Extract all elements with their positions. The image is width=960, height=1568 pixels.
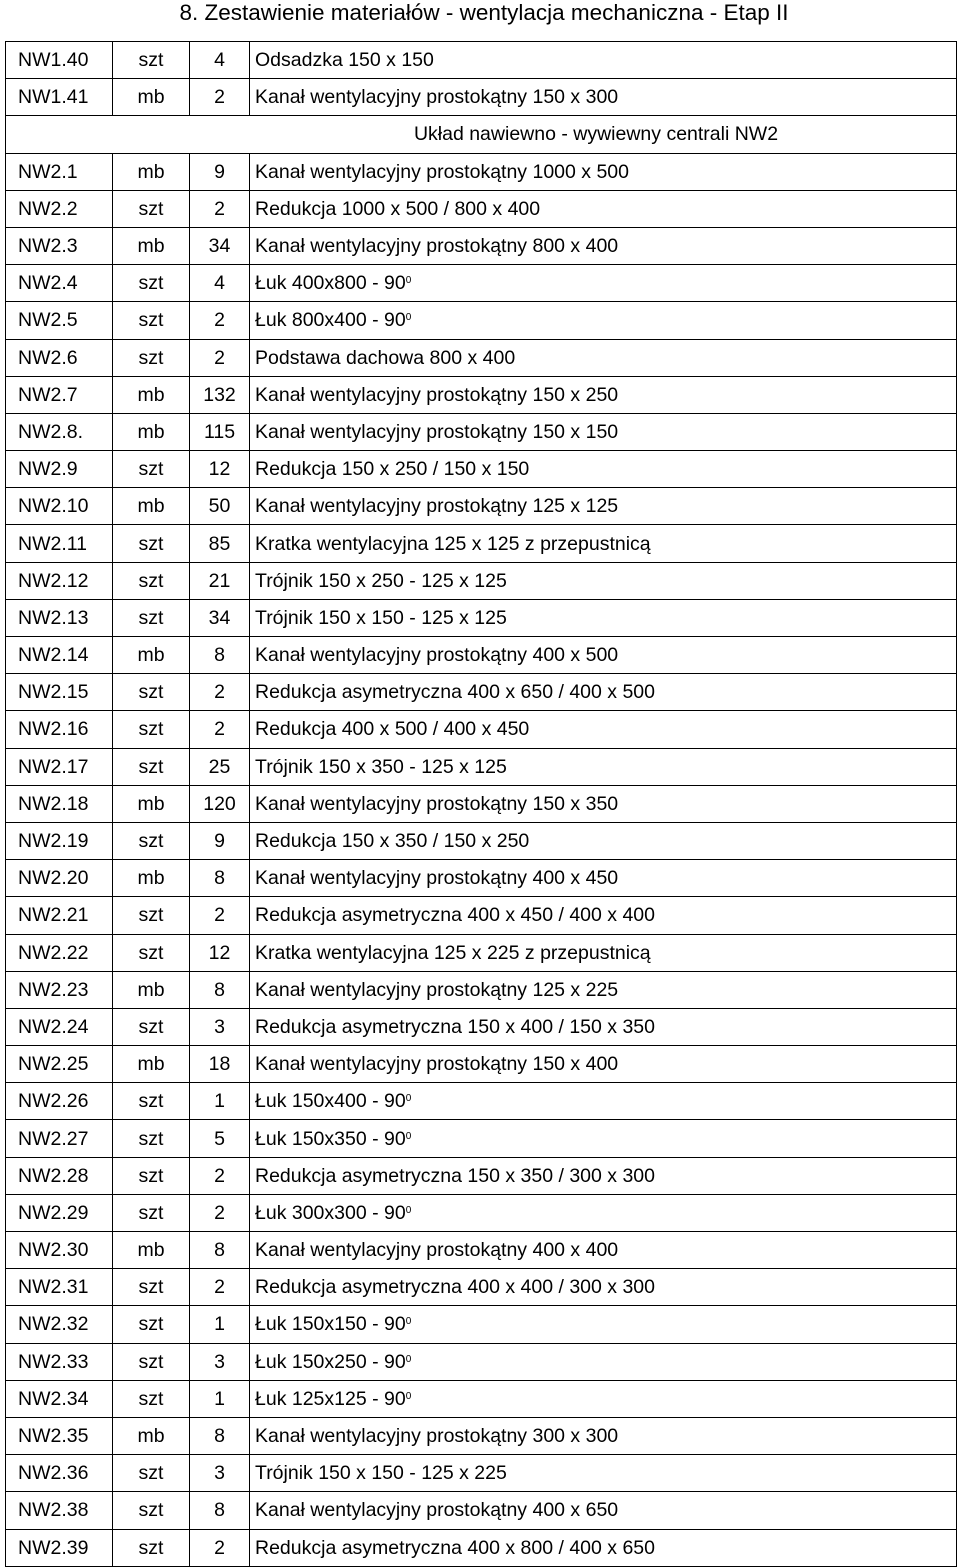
unit-cell: szt xyxy=(113,42,190,79)
description-cell xyxy=(250,637,957,674)
table-row xyxy=(6,971,957,1008)
table-row xyxy=(6,227,957,264)
item-code-cell: NW2.38 xyxy=(6,1492,113,1529)
quantity-cell: 2 xyxy=(190,339,250,376)
description-text: Redukcja asymetryczna 150 x 350 / 300 x 300 xyxy=(255,1164,655,1187)
unit-cell: mb xyxy=(113,860,190,897)
quantity-cell: 4 xyxy=(190,42,250,79)
description-cell xyxy=(250,1529,957,1566)
table-row xyxy=(6,637,957,674)
quantity-cell: 3 xyxy=(190,1343,250,1380)
quantity-cell: 85 xyxy=(190,525,250,562)
unit-cell: mb xyxy=(113,785,190,822)
table-row xyxy=(6,1343,957,1380)
table-row xyxy=(6,785,957,822)
materials-table-body xyxy=(6,42,957,1567)
page-title: 8. Zestawienie materiałów - wentylacja mechaniczna - Etap II xyxy=(179,0,789,25)
item-code-cell: NW2.9 xyxy=(6,451,113,488)
description-cell xyxy=(250,1083,957,1120)
description-cell xyxy=(250,1417,957,1454)
item-code-cell: NW2.26 xyxy=(6,1083,113,1120)
description-cell xyxy=(250,1046,957,1083)
description-text: Redukcja asymetryczna 400 x 450 / 400 x 400 xyxy=(255,904,655,927)
unit-cell: szt xyxy=(113,1120,190,1157)
table-row xyxy=(6,1380,957,1417)
description-text: Łuk 150x250 - 90 xyxy=(255,1350,406,1373)
quantity-cell: 9 xyxy=(190,153,250,190)
description-cell xyxy=(250,376,957,413)
description-cell xyxy=(250,488,957,525)
item-code-cell: NW2.22 xyxy=(6,934,113,971)
table-row xyxy=(6,413,957,450)
quantity-cell: 9 xyxy=(190,822,250,859)
unit-cell: mb xyxy=(113,413,190,450)
description-cell xyxy=(250,413,957,450)
unit-cell: mb xyxy=(113,153,190,190)
unit-cell: szt xyxy=(113,1008,190,1045)
description-cell xyxy=(250,599,957,636)
quantity-cell: 3 xyxy=(190,1008,250,1045)
description-text: Odsadzka 150 x 150 xyxy=(255,49,434,72)
table-row xyxy=(6,897,957,934)
quantity-cell: 2 xyxy=(190,302,250,339)
quantity-cell: 2 xyxy=(190,1194,250,1231)
quantity-cell: 18 xyxy=(190,1046,250,1083)
item-code-cell: NW2.31 xyxy=(6,1269,113,1306)
item-code-cell: NW2.7 xyxy=(6,376,113,413)
description-cell xyxy=(250,711,957,748)
description-cell xyxy=(250,339,957,376)
description-cell xyxy=(250,42,957,79)
description-text: Redukcja asymetryczna 400 x 650 / 400 x 500 xyxy=(255,681,655,704)
description-text: Trójnik 150 x 150 - 125 x 125 xyxy=(255,606,507,629)
description-cell xyxy=(250,265,957,302)
table-row xyxy=(6,711,957,748)
unit-cell: szt xyxy=(113,525,190,562)
unit-cell: szt xyxy=(113,1455,190,1492)
table-row xyxy=(6,1529,957,1566)
item-code-cell: NW2.39 xyxy=(6,1529,113,1566)
item-code-cell: NW2.34 xyxy=(6,1380,113,1417)
unit-cell: mb xyxy=(113,637,190,674)
quantity-cell: 2 xyxy=(190,711,250,748)
item-code-cell: NW2.23 xyxy=(6,971,113,1008)
table-row xyxy=(6,822,957,859)
item-code-cell: NW2.14 xyxy=(6,637,113,674)
description-cell xyxy=(250,1492,957,1529)
table-row xyxy=(6,748,957,785)
table-row xyxy=(6,1157,957,1194)
description-text: Kratka wentylacyjna 125 x 125 z przepustnicą xyxy=(255,532,651,555)
description-text: Kanał wentylacyjny prostokątny 400 x 400 xyxy=(255,1239,619,1262)
description-text: Kanał wentylacyjny prostokątny 400 x 450 xyxy=(255,867,619,890)
degree-superscript: 0 xyxy=(405,275,412,287)
description-text: Kanał wentylacyjny prostokątny 150 x 300 xyxy=(255,86,619,109)
unit-cell: szt xyxy=(113,1380,190,1417)
degree-superscript: 0 xyxy=(405,1204,412,1216)
quantity-cell: 132 xyxy=(190,376,250,413)
item-code-cell: NW2.21 xyxy=(6,897,113,934)
quantity-cell: 5 xyxy=(190,1120,250,1157)
unit-cell: szt xyxy=(113,1157,190,1194)
table-row xyxy=(6,1269,957,1306)
item-code-cell: NW2.6 xyxy=(6,339,113,376)
item-code-cell: NW2.36 xyxy=(6,1455,113,1492)
unit-cell: szt xyxy=(113,1083,190,1120)
table-row xyxy=(6,1306,957,1343)
table-row xyxy=(6,1455,957,1492)
unit-cell: szt xyxy=(113,451,190,488)
item-code-cell: NW2.1 xyxy=(6,153,113,190)
table-row xyxy=(6,376,957,413)
description-text: Redukcja 400 x 500 / 400 x 450 xyxy=(255,718,530,741)
description-text: Kratka wentylacyjna 125 x 225 z przepustnicą xyxy=(255,941,651,964)
table-row xyxy=(6,860,957,897)
description-text: Kanał wentylacyjny prostokątny 400 x 500 xyxy=(255,644,619,667)
quantity-cell: 2 xyxy=(190,1529,250,1566)
degree-superscript: 0 xyxy=(405,312,412,324)
quantity-cell: 8 xyxy=(190,1232,250,1269)
item-code-cell: NW2.33 xyxy=(6,1343,113,1380)
quantity-cell: 115 xyxy=(190,413,250,450)
unit-cell: szt xyxy=(113,748,190,785)
description-cell xyxy=(250,860,957,897)
description-cell xyxy=(250,748,957,785)
description-text: Redukcja 1000 x 500 / 800 x 400 xyxy=(255,197,541,220)
degree-superscript: 0 xyxy=(405,1390,412,1402)
description-cell xyxy=(250,1269,957,1306)
description-cell xyxy=(250,190,957,227)
unit-cell: mb xyxy=(113,488,190,525)
description-cell xyxy=(250,822,957,859)
unit-cell: mb xyxy=(113,1232,190,1269)
description-text: Łuk 150x400 - 90 xyxy=(255,1090,406,1113)
unit-cell: szt xyxy=(113,339,190,376)
quantity-cell: 8 xyxy=(190,971,250,1008)
table-row xyxy=(6,525,957,562)
unit-cell: szt xyxy=(113,599,190,636)
quantity-cell: 8 xyxy=(190,1492,250,1529)
item-code-cell: NW2.4 xyxy=(6,265,113,302)
description-cell xyxy=(250,1008,957,1045)
table-row xyxy=(6,153,957,190)
item-code-cell: NW2.30 xyxy=(6,1232,113,1269)
quantity-cell: 1 xyxy=(190,1306,250,1343)
table-row xyxy=(6,451,957,488)
quantity-cell: 2 xyxy=(190,897,250,934)
table-row xyxy=(6,488,957,525)
description-text: Kanał wentylacyjny prostokątny 300 x 300 xyxy=(255,1425,619,1448)
description-text: Kanał wentylacyjny prostokątny 150 x 250 xyxy=(255,383,619,406)
table-row xyxy=(6,302,957,339)
unit-cell: szt xyxy=(113,711,190,748)
unit-cell: szt xyxy=(113,1529,190,1566)
item-code-cell: NW2.2 xyxy=(6,190,113,227)
description-cell xyxy=(250,674,957,711)
item-code-cell: NW2.27 xyxy=(6,1120,113,1157)
table-row xyxy=(6,1492,957,1529)
description-text: Kanał wentylacyjny prostokątny 150 x 150 xyxy=(255,420,619,443)
table-row xyxy=(6,265,957,302)
unit-cell: mb xyxy=(113,1417,190,1454)
quantity-cell: 8 xyxy=(190,637,250,674)
item-code-cell: NW2.17 xyxy=(6,748,113,785)
description-text: Redukcja asymetryczna 150 x 400 / 150 x 350 xyxy=(255,1015,655,1038)
table-row xyxy=(6,599,957,636)
description-text: Redukcja asymetryczna 400 x 400 / 300 x 300 xyxy=(255,1276,655,1299)
unit-cell: szt xyxy=(113,674,190,711)
degree-superscript: 0 xyxy=(405,1130,412,1142)
table-row xyxy=(6,1046,957,1083)
table-row xyxy=(6,1194,957,1231)
description-cell xyxy=(250,1232,957,1269)
item-code-cell: NW2.3 xyxy=(6,227,113,264)
quantity-cell: 2 xyxy=(190,190,250,227)
quantity-cell: 120 xyxy=(190,785,250,822)
description-cell xyxy=(250,1306,957,1343)
quantity-cell: 4 xyxy=(190,265,250,302)
description-cell xyxy=(250,227,957,264)
quantity-cell: 1 xyxy=(190,1380,250,1417)
item-code-cell: NW2.13 xyxy=(6,599,113,636)
quantity-cell: 12 xyxy=(190,934,250,971)
table-row xyxy=(6,562,957,599)
description-text: Łuk 150x350 - 90 xyxy=(255,1127,406,1150)
description-cell xyxy=(250,451,957,488)
item-code-cell: NW2.10 xyxy=(6,488,113,525)
item-code-cell: NW2.35 xyxy=(6,1417,113,1454)
quantity-cell: 1 xyxy=(190,1083,250,1120)
description-cell xyxy=(250,785,957,822)
description-cell xyxy=(250,302,957,339)
unit-cell: mb xyxy=(113,376,190,413)
section-header-row xyxy=(6,116,957,153)
item-code-cell: NW2.28 xyxy=(6,1157,113,1194)
description-cell xyxy=(250,971,957,1008)
description-text: Kanał wentylacyjny prostokątny 1000 x 500 xyxy=(255,160,629,183)
quantity-cell: 8 xyxy=(190,1417,250,1454)
description-cell xyxy=(250,1380,957,1417)
unit-cell: szt xyxy=(113,302,190,339)
table-row xyxy=(6,934,957,971)
unit-cell: mb xyxy=(113,227,190,264)
description-cell xyxy=(250,562,957,599)
degree-superscript: 0 xyxy=(405,1316,412,1328)
description-text: Kanał wentylacyjny prostokątny 150 x 400 xyxy=(255,1053,619,1076)
quantity-cell: 34 xyxy=(190,227,250,264)
description-text: Podstawa dachowa 800 x 400 xyxy=(255,346,516,369)
item-code-cell: NW2.25 xyxy=(6,1046,113,1083)
section-header: Układ nawiewno - wywiewny centrali NW2 xyxy=(6,116,957,153)
item-code-cell: NW2.29 xyxy=(6,1194,113,1231)
table-row xyxy=(6,1008,957,1045)
description-text: Trójnik 150 x 150 - 125 x 225 xyxy=(255,1462,507,1485)
quantity-cell: 34 xyxy=(190,599,250,636)
table-row xyxy=(6,674,957,711)
item-code-cell: NW2.16 xyxy=(6,711,113,748)
description-cell xyxy=(250,153,957,190)
quantity-cell: 21 xyxy=(190,562,250,599)
unit-cell: mb xyxy=(113,79,190,116)
description-cell xyxy=(250,897,957,934)
description-text: Redukcja 150 x 350 / 150 x 250 xyxy=(255,830,530,853)
description-text: Trójnik 150 x 250 - 125 x 125 xyxy=(255,569,507,592)
description-text: Kanał wentylacyjny prostokątny 125 x 125 xyxy=(255,495,619,518)
table-row xyxy=(6,1417,957,1454)
unit-cell: szt xyxy=(113,265,190,302)
description-cell xyxy=(250,1343,957,1380)
unit-cell: szt xyxy=(113,1269,190,1306)
description-cell xyxy=(250,1455,957,1492)
table-row xyxy=(6,190,957,227)
quantity-cell: 2 xyxy=(190,1269,250,1306)
unit-cell: szt xyxy=(113,934,190,971)
unit-cell: szt xyxy=(113,822,190,859)
item-code-cell: NW2.8. xyxy=(6,413,113,450)
description-cell xyxy=(250,525,957,562)
quantity-cell: 8 xyxy=(190,860,250,897)
description-text: Łuk 125x125 - 90 xyxy=(255,1387,406,1410)
unit-cell: mb xyxy=(113,1046,190,1083)
materials-table xyxy=(5,41,957,1567)
description-cell xyxy=(250,1194,957,1231)
description-text: Redukcja asymetryczna 400 x 800 / 400 x 650 xyxy=(255,1536,655,1559)
table-row xyxy=(6,1120,957,1157)
unit-cell: szt xyxy=(113,897,190,934)
table-row xyxy=(6,42,957,79)
description-cell xyxy=(250,1120,957,1157)
description-text: Łuk 800x400 - 90 xyxy=(255,309,406,332)
degree-superscript: 0 xyxy=(405,1093,412,1105)
item-code-cell: NW2.11 xyxy=(6,525,113,562)
unit-cell: szt xyxy=(113,190,190,227)
degree-superscript: 0 xyxy=(405,1353,412,1365)
description-cell xyxy=(250,79,957,116)
unit-cell: mb xyxy=(113,971,190,1008)
description-text: Redukcja 150 x 250 / 150 x 150 xyxy=(255,458,530,481)
description-text: Łuk 400x800 - 90 xyxy=(255,272,406,295)
quantity-cell: 12 xyxy=(190,451,250,488)
unit-cell: szt xyxy=(113,1492,190,1529)
item-code-cell: NW1.40 xyxy=(6,42,113,79)
description-cell xyxy=(250,934,957,971)
quantity-cell: 2 xyxy=(190,79,250,116)
quantity-cell: 2 xyxy=(190,674,250,711)
description-text: Kanał wentylacyjny prostokątny 800 x 400 xyxy=(255,235,619,258)
item-code-cell: NW2.12 xyxy=(6,562,113,599)
description-cell xyxy=(250,1157,957,1194)
item-code-cell: NW2.20 xyxy=(6,860,113,897)
description-text: Łuk 300x300 - 90 xyxy=(255,1201,406,1224)
quantity-cell: 2 xyxy=(190,1157,250,1194)
unit-cell: szt xyxy=(113,1194,190,1231)
table-row xyxy=(6,339,957,376)
unit-cell: szt xyxy=(113,1306,190,1343)
item-code-cell: NW1.41 xyxy=(6,79,113,116)
description-text: Kanał wentylacyjny prostokątny 150 x 350 xyxy=(255,792,619,815)
table-row xyxy=(6,1083,957,1120)
quantity-cell: 3 xyxy=(190,1455,250,1492)
description-text: Trójnik 150 x 350 - 125 x 125 xyxy=(255,755,507,778)
item-code-cell: NW2.18 xyxy=(6,785,113,822)
description-text: Kanał wentylacyjny prostokątny 400 x 650 xyxy=(255,1499,619,1522)
quantity-cell: 25 xyxy=(190,748,250,785)
table-row xyxy=(6,79,957,116)
description-text: Łuk 150x150 - 90 xyxy=(255,1313,406,1336)
unit-cell: szt xyxy=(113,562,190,599)
quantity-cell: 50 xyxy=(190,488,250,525)
description-text: Kanał wentylacyjny prostokątny 125 x 225 xyxy=(255,978,619,1001)
item-code-cell: NW2.24 xyxy=(6,1008,113,1045)
item-code-cell: NW2.15 xyxy=(6,674,113,711)
item-code-cell: NW2.5 xyxy=(6,302,113,339)
item-code-cell: NW2.19 xyxy=(6,822,113,859)
unit-cell: szt xyxy=(113,1343,190,1380)
item-code-cell: NW2.32 xyxy=(6,1306,113,1343)
table-row xyxy=(6,1232,957,1269)
